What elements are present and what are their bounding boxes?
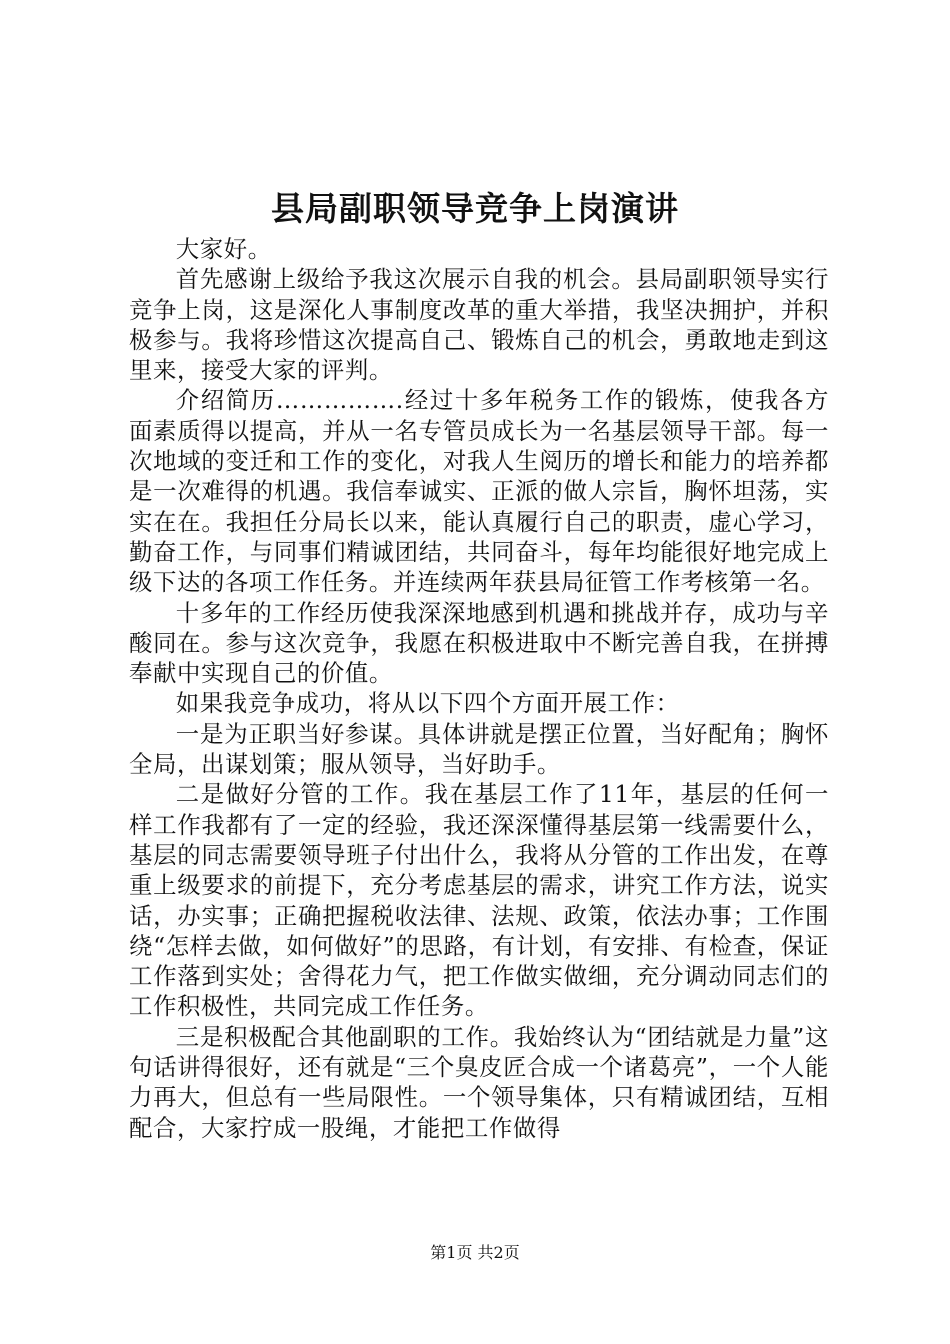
paragraph-point-two: 二是做好分管的工作。我在基层工作了11年，基层的任何一样工作我都有了一定的经验，我还深深懂得基层第一线需要什么，基层的同志需要领导班子付出什么，我将从分管的工作出发，在尊重上级要求的前提下，充分考虑基层的需求，讲究工作方法，说实话，办实事；正确把握税收法律、法规、政策，依法办事；工作围绕“怎样去做，如何做好”的思路，有计划，有安排、有检查，保证工作落到实处；舍得花力气，把工作做实做细，充分调动同志们的工作积极性，共同完成工作任务。: [129, 780, 829, 1021]
paragraph-greeting: 大家好。: [175, 235, 272, 263]
document-body: [129, 234, 829, 1143]
paragraph-point-three: 三是积极配合其他副职的工作。我始终认为“团结就是力量”这句话讲得很好，还有就是“三个臭皮匠合成一个诸葛亮”，一个人能力再大，但总有一些局限性。一个领导集体，只有精诚团结，互相配合，大家拧成一股绳，才能把工作做得: [129, 1022, 829, 1142]
document-title: 县局副职领导竞争上岗演讲: [271, 189, 679, 228]
paragraph-experience: 十多年的工作经历使我深深地感到机遇和挑战并存，成功与辛酸同在。参与这次竞争，我愿在积极进取中不断完善自我，在拼搏奉献中实现自己的价值。: [129, 598, 829, 688]
page-number-footer: 第1页 共2页: [430, 1243, 520, 1262]
paragraph-plan-intro: 如果我竞争成功，将从以下四个方面开展工作：: [175, 689, 680, 718]
paragraph-resume: 介绍简历…………….经过十多年税务工作的锻炼，使我各方面素质得以提高，并从一名专管员成长为一名基层领导干部。每一次地域的变迁和工作的变化，对我人生阅历的增长和能力的培养都是一次难得的机遇。我信奉诚实、正派的做人宗旨，胸怀坦荡，实实在在。我担任分局长以来，能认真履行自己的职责，虚心学习，勤奋工作，与同事们精诚团结，共同奋斗，每年均能很好地完成上级下达的各项工作任务。并连续两年获县局征管工作考核第一名。: [129, 386, 829, 597]
paragraph-point-one: 一是为正职当好参谋。具体讲就是摆正位置，当好配角；胸怀全局，出谋划策；服从领导，当好助手。: [129, 719, 829, 779]
paragraph-thanks: 首先感谢上级给予我这次展示自我的机会。县局副职领导实行竞争上岗，这是深化人事制度改革的重大举措，我坚决拥护，并积极参与。我将珍惜这次提高自己、锻炼自己的机会，勇敢地走到这里来，接受大家的评判。: [129, 265, 829, 385]
